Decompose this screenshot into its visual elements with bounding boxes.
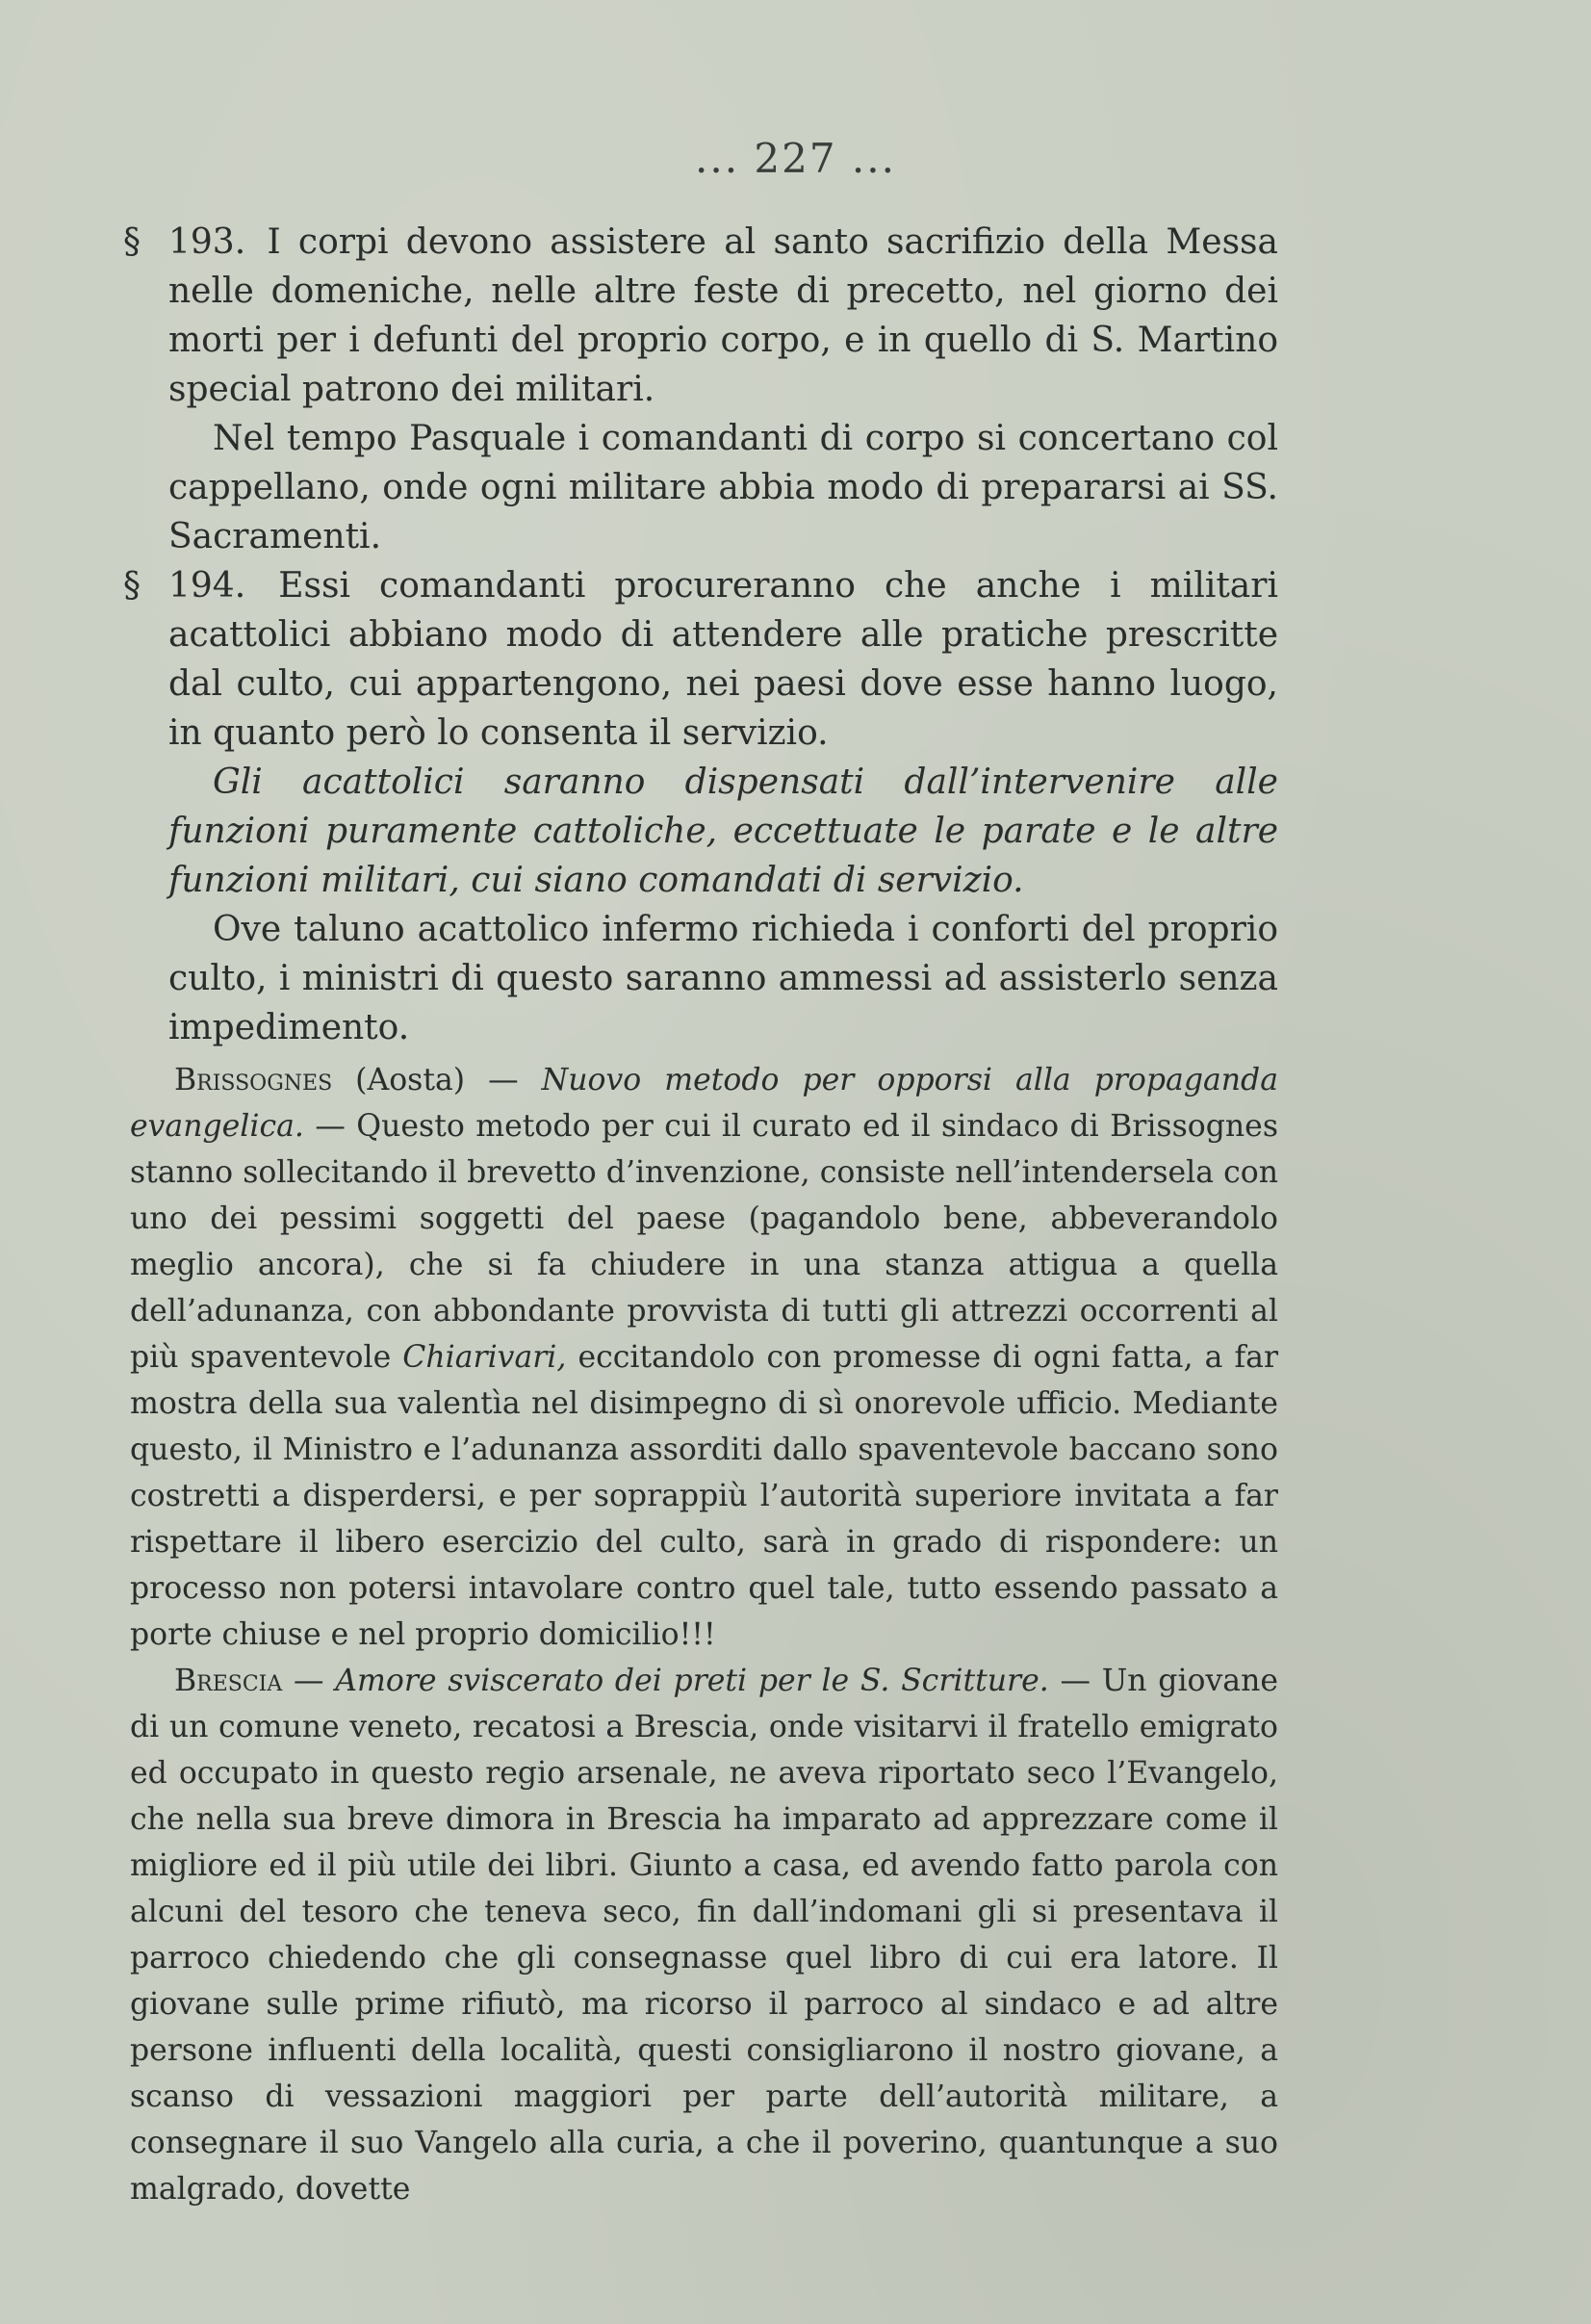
news-body-brissognes: — Questo metodo per cui il curato ed il sindaco di Brissognes stanno sollecitando il brevetto d’invenzione, consiste nell’intendersela con uno dei pessimi soggetti del paese (pagandolo bene, abbeverandolo meglio ancora), che si fa chiudere in una stanza attigua a quella dell’adunanza, con abbondante provvista di tutti gli attrezzi occorrenti al più spaventevole [130,1109,1278,1375]
section-194-text: Essi comandanti procureranno che anche i militari acattolici abbiano modo di attendere alle pratiche prescritte dal culto, cui appartengono, nei paesi dove esse hanno luogo, in quanto però lo consenta il servizio. [168,566,1278,753]
section-193-paragraph-1 [168,218,1278,414]
news-region: (Aosta) — [332,1063,542,1097]
news-title-brissognes: Nuovo metodo per opporsi alla propaganda evangelica. [130,1063,1279,1144]
page-number: ... 227 ... [695,135,896,182]
section-194-paragraph-3: Ove taluno acattolico infermo richieda i conforti del proprio culto, i ministri di questo saranno ammessi ad assisterlo senza impedimento. [168,910,1278,1047]
section-194-number: 194. [168,566,246,606]
news-body-brescia: — Un giovane di un comune veneto, recatosi a Brescia, onde visitarvi il fratello emigrato ed occupato in questo regio arsenale, ne aveva riportato seco l’Evangelo, che nella sua breve dimora in Brescia ha imparato ad apprezzare come il migliore ed il più utile dei libri. Giunto a casa, ed avendo fatto parola con alcuni del tesoro che teneva seco, fin dall’indomani gli si presentava il parroco chiedendo che gli consegnasse quel libro di cui era latore. Il giovane sulle prime rifiutò, ma ricorso il parroco al sindaco e ad altre persone influenti della località, questi consigliarono il nostro giovane, a scanso di vessazioni maggiori per parte dell’autorità militare, a consegnare il suo Vangelo alla curia, a che il poverino, quantunque a suo malgrado, dovette [130,1664,1278,2207]
news-item-brescia [130,1658,1278,2212]
section-193-paragraph-2: Nel tempo Pasquale i comandanti di corpo si concertano col cappellano, onde ogni militare abbia modo di prepararsi ai SS. Sacramenti. [168,419,1278,556]
news-term-chiarivari: Chiarivari, [402,1340,567,1375]
section-193-number: 193. [168,222,246,262]
section-193-text: I corpi devono assistere al santo sacrifizio della Messa nelle domeniche, nelle altre feste di precetto, nel giorno dei morti per i defunti del proprio corpo, e in quello di S. Martino special patrono dei militari. [168,222,1278,409]
news-item-brissognes [130,1057,1278,1658]
news-place-brissognes: Brissognes [174,1063,333,1097]
section-mark-193: § [123,222,141,262]
news-body-brissognes-continued: eccitandolo con promesse di ogni fatta, a far mostra della sua valentìa nel disimpegno di sì onorevole ufficio. Mediante questo, il Ministro e l’adunanza assorditi dallo spaventevole baccano sono costretti a disperdersi, e per soprappiù l’autorità superiore invitata a far rispettare il libero esercizio del culto, sarà in grado di rispondere: un processo non potersi intavolare contro quel tale, tutto essendo passato a porte chiuse e nel proprio domicilio!!! [130,1340,1278,1652]
news-separator: — [282,1664,336,1698]
section-194-paragraph-2: Gli acattolici saranno dispensati dall’intervenire alle funzioni puramente cattoliche, eccettuate le parate e le altre funzioni militari, cui siano comandati di servizio. [168,762,1278,900]
news-title-brescia: Amore sviscerato dei preti per le S. Scritture. [335,1664,1049,1698]
section-mark-194: § [123,566,141,606]
news-place-brescia: Brescia [174,1664,283,1698]
section-194-paragraph-1 [168,561,1278,758]
